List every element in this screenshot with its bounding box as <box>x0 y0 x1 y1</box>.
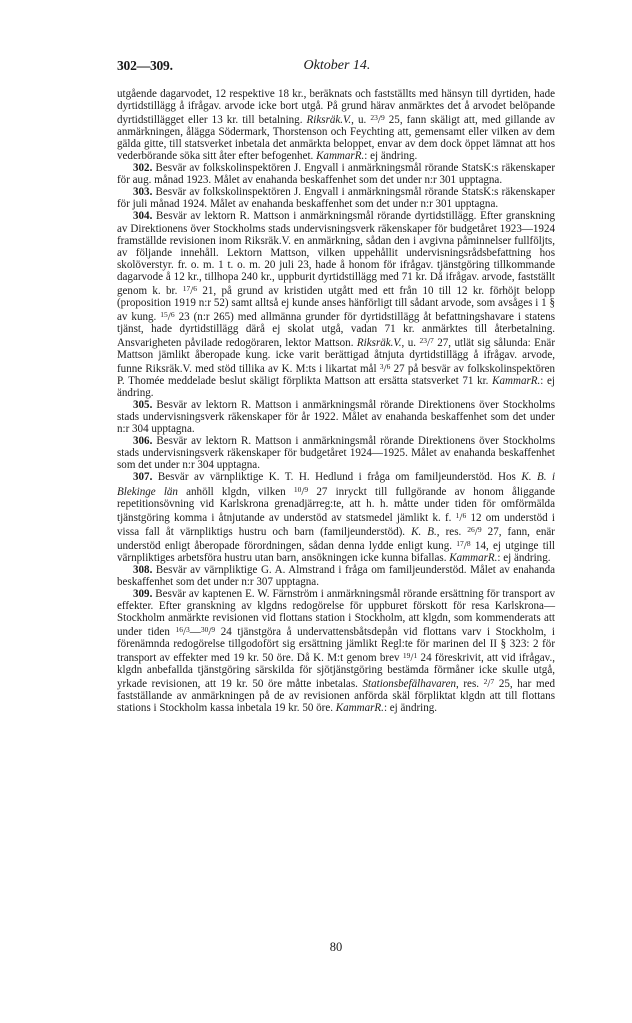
case-range: 302—309. <box>117 58 173 73</box>
date-fraction: 1 <box>413 651 418 661</box>
date-fraction: 9 <box>380 113 385 123</box>
text-run: Besvär av folkskolinspektören J. Engvall i anmärkningsmål rörande StatsK:s räkenskaper för juli månad 1924. Målet av enahanda beskaffenhet som det under n:r 301 upptagna. <box>117 186 555 211</box>
text-run: / <box>301 485 305 498</box>
entry-paragraph <box>117 162 555 186</box>
text-run: 23 (n:r 265) med allmänna grunder för dyrtidstillägg åt befattningshavare i statens tjänst, hade dyrtidstillägg därå ej skolat utgå, vadan 71 kr. anmärktes till återbetalning. Ansvarigheten påvilade redogöraren, lektor Mattson. <box>117 310 555 349</box>
date-fraction: 19 <box>402 651 411 661</box>
italic-reference: KammarR. <box>335 702 384 715</box>
date-fraction: 17 <box>182 283 191 293</box>
italic-reference: Stationsbefälhavaren <box>362 678 456 691</box>
entry-paragraph <box>117 186 555 210</box>
text-run: Besvär av värnpliktige K. T. H. Hedlund i fråga om familjeunderstöd. Hos <box>152 471 522 484</box>
text-run: / <box>474 525 478 538</box>
text-run: : ej ändring. <box>383 702 438 715</box>
entry-paragraph <box>117 210 555 399</box>
date-fraction: 6 <box>170 309 175 319</box>
date-fraction: 23 <box>370 113 378 123</box>
entry-number: 305. <box>133 399 153 412</box>
italic-reference: KammarR. <box>449 551 498 564</box>
date-fraction: 7 <box>490 677 495 687</box>
text-run: , u. <box>351 114 371 127</box>
page-header <box>117 58 557 78</box>
text-run: / <box>410 652 414 665</box>
date-fraction: 9 <box>477 524 482 534</box>
date-fraction: 26 <box>467 524 475 534</box>
text-run: : ej ändring. <box>117 375 555 400</box>
date-fraction: 3 <box>186 625 190 635</box>
text-run: Besvär av lektorn R. Mattson i anmärkningsmål rörande Direktionens över Stockholms stads undervisningsverk räkenskaper för år 1922. Målet av enahanda beskaffenhet som det under n:r 304 upptagna. <box>117 399 555 436</box>
entry-paragraph <box>117 588 555 714</box>
text-run: : ej ändring. <box>497 551 551 564</box>
date-fraction: 3 <box>379 362 384 372</box>
text-run: utgående dagarvodet, 12 respektive 18 kr., beräknats och fastställts med hänsyn till dyrtiden, hade dyrtidstillägg å ifrågav. arvode icke bort utgå. På grund härav anmärktes det å arvodet belöpande dyrtidstillägget eller 13 kr. till betalning. <box>117 88 555 127</box>
text-run: Besvär av lektorn R. Mattson i anmärkningsmål rörande dyrtidstillägg. Efter granskning av Direktionens över Stockholms stads undervisningsverk räkenskaper för budgetåret 1923—1924 framställde revisionen inom Riksräk.V. en anmärkning, sådan den i avgivna påminnelser fullföljts, av följande innehåll. Lektorn Mattson, vilken uppehållit undervisningsrådsbefattning hos skolöverstyr. fr. o. m. 1 t. o. m. 20 juli 23, hade å honom för ifrågav. tjänstgöring tillkommande dagarvode å 12 kr., tillhopa 240 kr., uppburit dyrtidstillägg med 71 kr. Då ifrågav. arvode, fastställt genom k. br. <box>117 210 555 297</box>
date-fraction: 6 <box>386 362 391 372</box>
date-fraction: 8 <box>466 538 471 548</box>
date-fraction: 2 <box>483 677 488 687</box>
entry-paragraph <box>117 435 555 471</box>
running-date: Oktober 14. <box>303 58 371 73</box>
text-run: / <box>167 310 171 323</box>
text-run: 27 inryckt till fullgörande av honom åliggande repetitionsövning vid Karlskrona grenadjärreg:te, att h. h. måtte under tiden för omförmälda tjänstgöring komma i åtnjutande av understöd av statsmedel jämlikt k. f. <box>117 485 556 524</box>
text-run: , u. <box>401 336 420 349</box>
date-fraction: 30 <box>200 625 209 635</box>
text-run: , res. <box>436 525 468 538</box>
date-fraction: 23 <box>419 335 427 345</box>
entry-paragraph <box>117 564 555 588</box>
date-fraction: 9 <box>304 484 309 494</box>
text-run: — <box>189 626 201 639</box>
body-text <box>117 88 555 714</box>
text-run: 24 tjänstgöra å undervattensbåtsdepån vid flottans varv i Stockholm, i förenämnda redogörelse tillgodofört sig ersättning jämlikt Regl:te för marinen del II § 323: 2 för transport av effekter med 19 kr. 50 öre. Då K. M:t genom brev <box>117 626 555 665</box>
date-fraction: 9 <box>211 625 216 635</box>
entry-number: 309. <box>133 587 153 600</box>
page-number: 80 <box>329 940 343 954</box>
italic-reference: K. B. <box>411 525 437 538</box>
text-run: anhöll klgdn, vilken <box>177 485 294 498</box>
entry-paragraph <box>117 399 555 435</box>
text-run: Besvär av lektorn R. Mattson i anmärkningsmål rörande Direktionens över Stockholms stads undervisningsverk räkenskaper för budgetåret 1924—1925. Målet av enahanda beskaffenhet som det under n:r 304 upptagna. <box>117 435 555 472</box>
text-run: 27, fann, enär understöd enligt åberopade förordningen, sådan denna lydde enligt kung. <box>117 525 555 552</box>
text-run: 12 om understöd i vissa fall åt värnpliktigs hustru och barn (familjeunderstöd). <box>117 511 555 538</box>
date-fraction: 6 <box>462 510 467 520</box>
entry-paragraph <box>117 471 555 563</box>
text-run: / <box>182 626 187 639</box>
date-fraction: 7 <box>430 335 434 345</box>
text-run: / <box>426 336 431 349</box>
text-run: 25, fann skäligt att, med gillande av anmärkningen, ålägga Södermark, Thorstenson och Feychting att, gemensamt eller vilken av dem gälda gitte, till statsverket inbetala det anmärkta beloppet, envar av dem dock öppet lämnat att hos vederbörande söka sitt åter efter befogenhet. <box>117 114 555 163</box>
text-run: / <box>459 511 463 524</box>
date-fraction: 16 <box>175 625 183 635</box>
entry-number: 304. <box>133 210 153 223</box>
text-run: / <box>190 284 194 297</box>
text-run: Besvär av kaptenen E. W. Färnström i anmärkningsmål rörande ersättning för transport av effekter. Efter granskning av klgdns redogörelse för uppburet förskott för resa Karlskrona—Stockholm anmärkte revisionen vid flottans station i Stockholm, att klgdn, som kommenderats att under tiden <box>117 587 555 639</box>
entry-number: 308. <box>133 563 153 576</box>
entry-number: 307. <box>133 471 153 484</box>
continued-paragraph <box>117 88 555 162</box>
date-fraction: 15 <box>160 309 168 319</box>
text-run: / <box>463 539 467 552</box>
text-run: 24 föreskrivit, att vid ifrågav., klgdn anbefallda tjänstgöring särskilda för sjötjänstgöring bestämda förmåner icke skulle utgå, yrkade revisionen, att 19 kr. 50 öre måtte inbetalas. <box>117 652 555 691</box>
italic-reference: K. B. i Blekinge län <box>117 471 556 498</box>
text-run: / <box>208 626 212 639</box>
italic-reference: KammarR. <box>492 375 541 388</box>
text-run: / <box>383 363 387 376</box>
italic-reference: KammarR. <box>316 150 365 163</box>
text-run: / <box>487 678 491 691</box>
date-fraction: 1 <box>455 510 460 520</box>
date-fraction: 10 <box>293 484 302 494</box>
date-fraction: 17 <box>456 538 464 548</box>
entry-number: 306. <box>133 435 153 448</box>
text-run: / <box>377 114 381 127</box>
date-fraction: 6 <box>193 283 198 293</box>
entry-number: 302. <box>133 162 153 175</box>
text-run: 27 på besvär av folkskolinspektören P. Thomée meddelade beslut skäligt förpliktа Mattson att ersätta statsverket 71 kr. <box>117 363 555 388</box>
entry-number: 303. <box>133 186 153 199</box>
text-run: Besvär av folkskolinspektören J. Engvall i anmärkningsmål rörande StatsK:s räkenskaper för aug. månad 1923. Målet av enahanda beskaffenhet som det under n:r 301 upptagna. <box>117 162 555 187</box>
text-run: , res. <box>456 678 484 691</box>
italic-reference: Riksräk.V. <box>306 114 352 127</box>
text-run: Besvär av värnpliktige G. A. Almstrand i fråga om familjeunderstöd. Målet av enahanda beskaffenhet som det under n:r 307 upptagna. <box>117 563 555 588</box>
text-run: 14, ej utginge till värnpliktiges arbetsföra hustru utan barn, ansökningen icke kunna bifallas. <box>117 539 555 564</box>
text-run: : ej ändring. <box>364 150 418 163</box>
text-run: 25, har med fastställande av anmärkningen på de av revisionen anförda skäl förpliktat klgdn att till flottans stations i Stockholm kassa inbetala 19 kr. 50 öre. <box>117 678 555 715</box>
italic-reference: Riksräk.V. <box>356 336 402 349</box>
text-run: 27, utlät sig sålunda: Enär Mattson jämlikt åberopade kung. icke varit berättigad åtnjuta dyrtidstillägg å ifrågav. arvode, funne Riksräk.V. med stöd tillika av K. M:ts i likartat mål <box>117 336 555 376</box>
text-run: 21, på grund av kristiden utgått med ett från 10 till 12 kr. förhöjt belopp (proposition 1919 n:r 52) samt alltså ej kunde anses hänförligt till sådant arvode, som avsåges i 1 § av kung. <box>117 284 555 323</box>
